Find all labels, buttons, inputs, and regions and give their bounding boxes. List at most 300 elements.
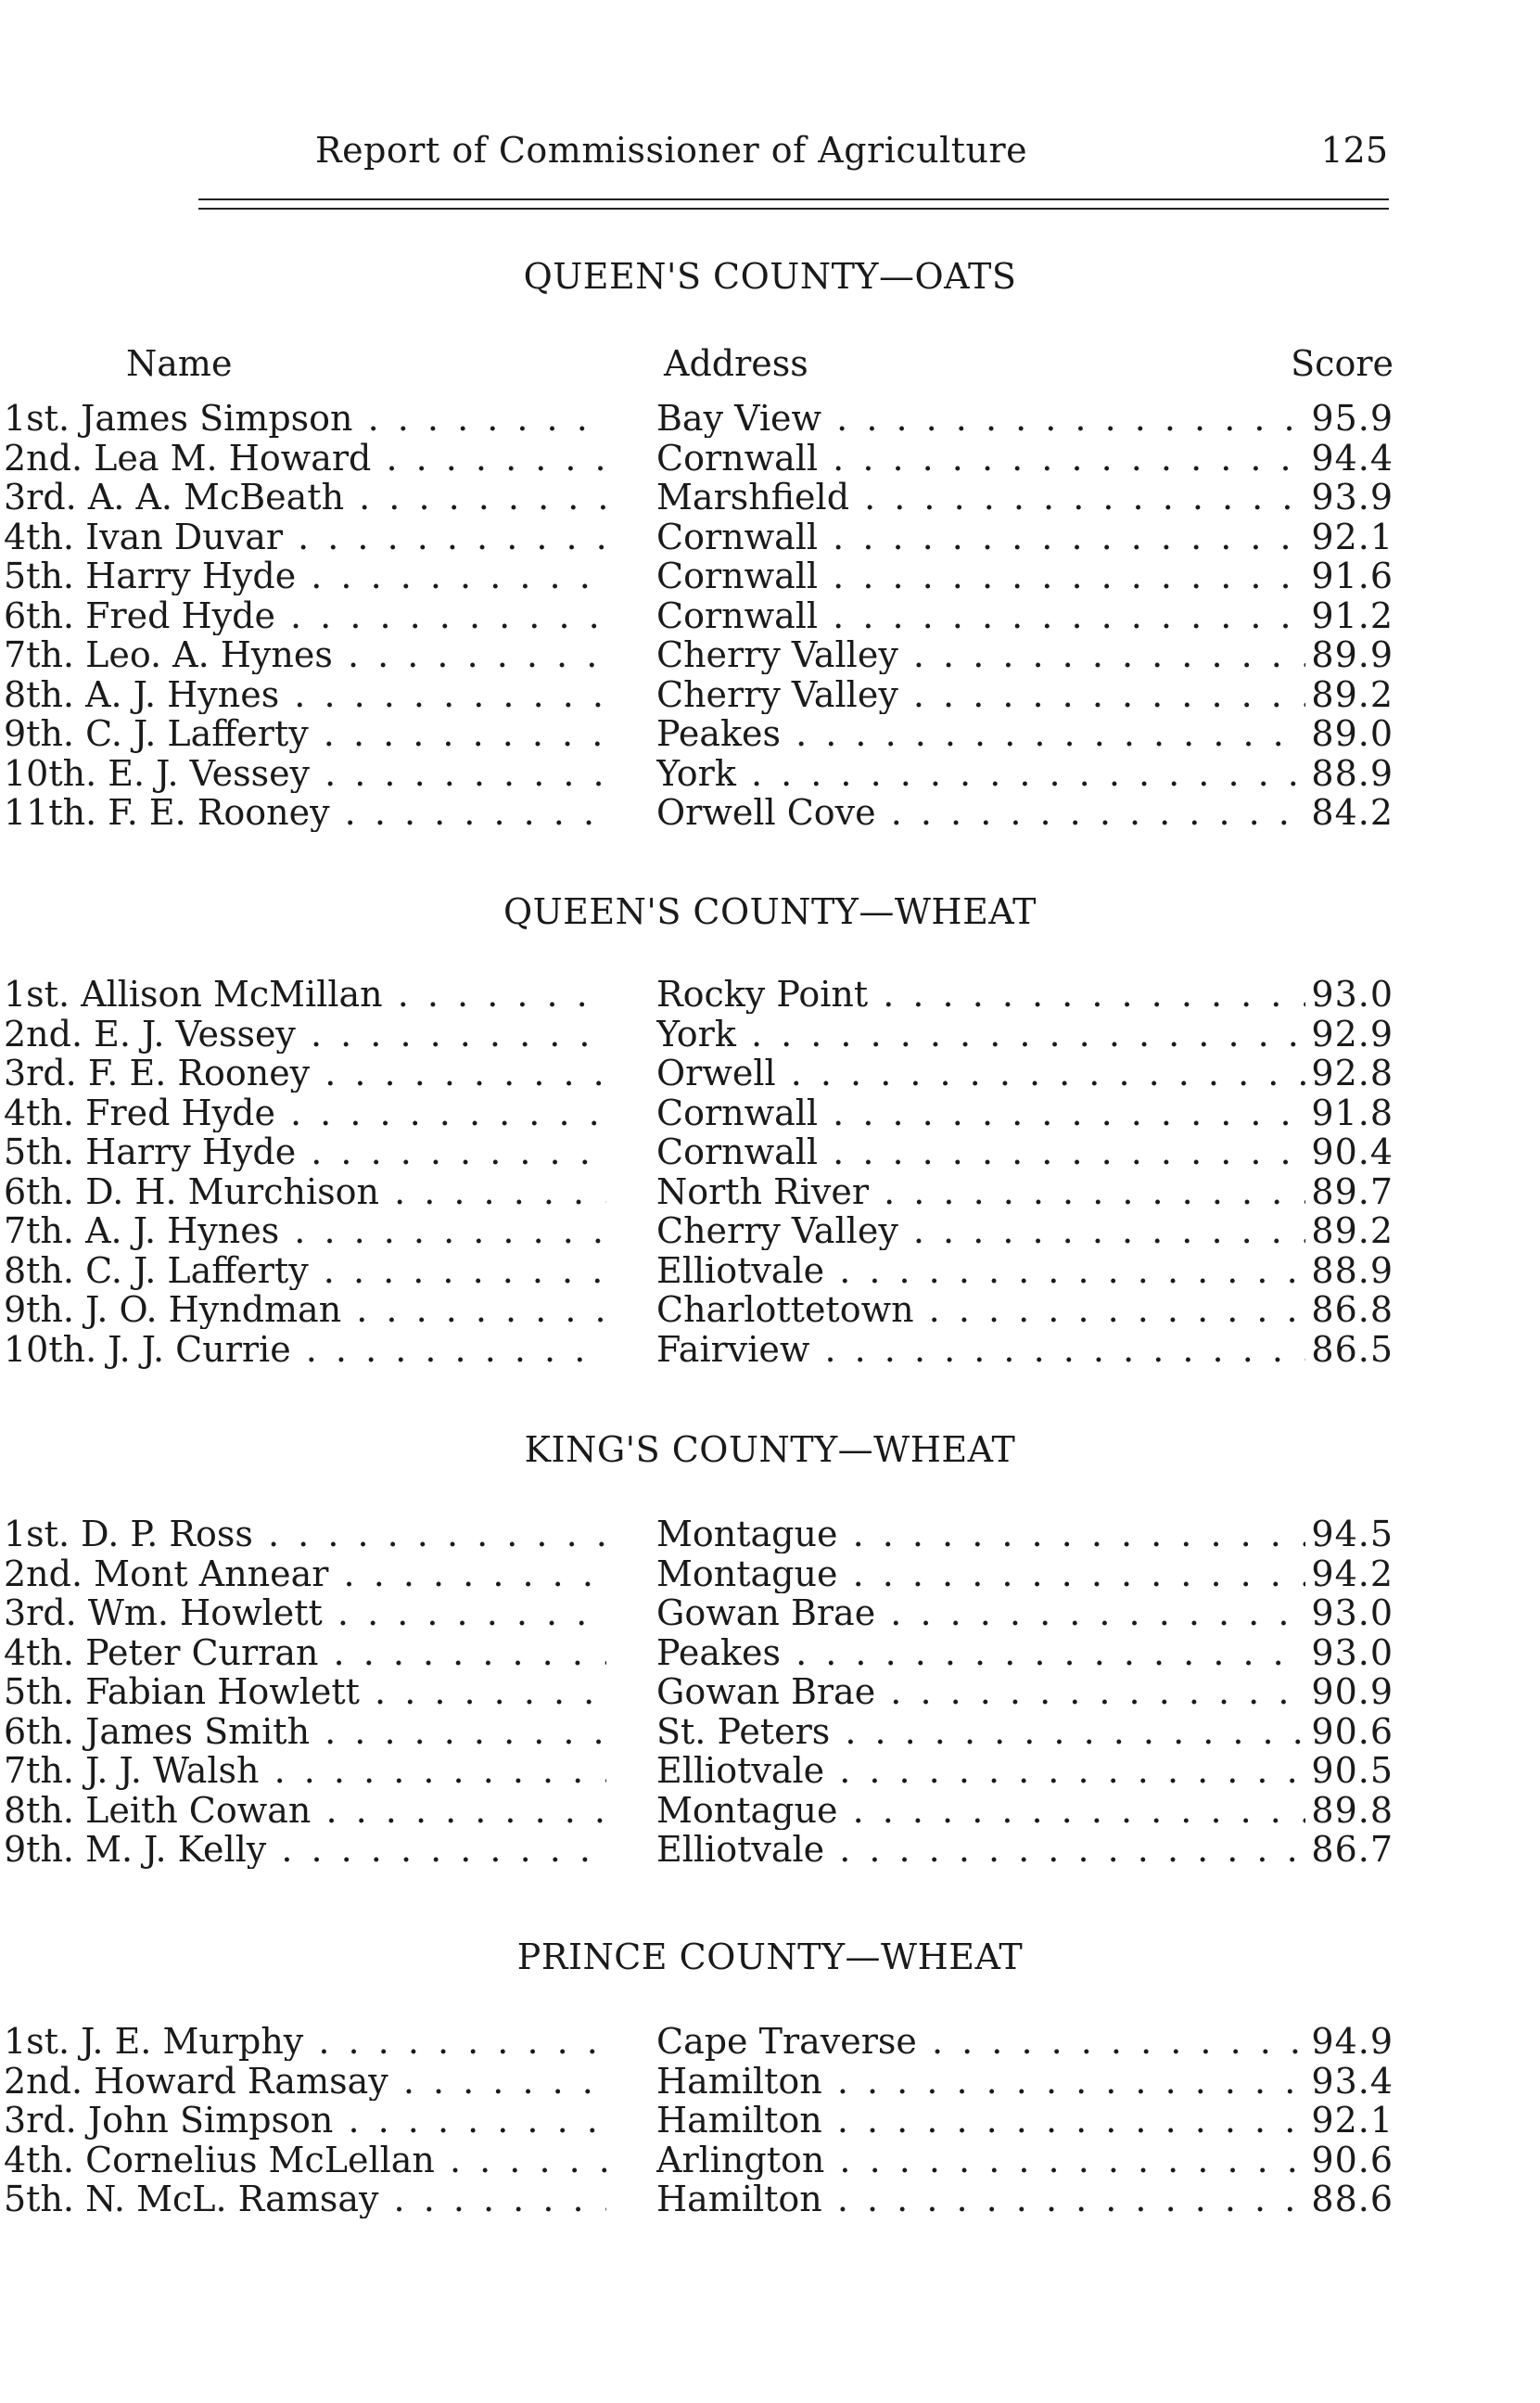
result-row: [0, 478, 1540, 517]
result-row: [0, 1290, 1540, 1329]
address-cell: [656, 2141, 1305, 2179]
dot-leader: [837, 1515, 1305, 1553]
entrant-address: Montague: [656, 1515, 838, 1553]
rank-label: 6th.: [4, 595, 74, 635]
dot-leader: [917, 2022, 1305, 2061]
address-cell: [656, 1672, 1305, 1711]
dot-leader: [371, 439, 606, 478]
entrant-address: Montague: [656, 1553, 838, 1593]
rank-label: 7th.: [4, 635, 74, 674]
address-cell: [656, 754, 1305, 793]
score-value: 94.2: [1311, 1553, 1394, 1594]
dot-leader: [914, 1290, 1305, 1329]
entrant-cell: [4, 793, 606, 832]
entrant-cell: [4, 1093, 606, 1132]
dot-leader: [311, 1791, 606, 1830]
address-cell: [656, 2022, 1305, 2061]
entrant-address: Gowan Brae: [656, 1672, 876, 1711]
result-row: [0, 1515, 1540, 1553]
dot-leader: [869, 1172, 1305, 1211]
entrant-name: A. J. Hynes: [85, 674, 280, 714]
dot-leader: [344, 478, 606, 517]
entrant-name: E. J. Vessey: [108, 753, 311, 793]
column-header-name: Name: [126, 343, 233, 384]
result-row: [0, 2141, 1540, 2179]
entrant-name: F. E. Rooney: [108, 793, 330, 832]
entrant-name: D. P. Ross: [81, 1515, 253, 1553]
result-row: [0, 2022, 1540, 2061]
score-value: 88.9: [1311, 752, 1394, 794]
address-cell: [656, 439, 1305, 478]
dot-leader: [309, 1251, 606, 1290]
entrant-name: F. E. Rooney: [87, 1054, 311, 1093]
dot-leader: [875, 1593, 1305, 1632]
entrant-cell: [4, 1830, 606, 1869]
result-row: [0, 1330, 1540, 1369]
dot-leader: [323, 1593, 606, 1632]
rank-label: 5th.: [4, 2179, 74, 2218]
result-row: [0, 2179, 1540, 2218]
dot-leader: [818, 596, 1305, 635]
score-value: 89.2: [1311, 673, 1394, 715]
score-value: 89.8: [1311, 1789, 1394, 1831]
rank-label: 8th.: [4, 1250, 74, 1290]
result-row: [0, 556, 1540, 595]
dot-leader: [353, 399, 606, 438]
score-value: 93.0: [1311, 1592, 1394, 1633]
entrant-cell: [4, 2062, 606, 2101]
entrant-address: Elliotvale: [656, 1830, 825, 1869]
entrant-cell: [4, 2141, 606, 2179]
dot-leader: [818, 439, 1305, 478]
entrant-cell: [4, 1515, 606, 1553]
result-row: [0, 714, 1540, 753]
entrant-name: Fred Hyde: [85, 1093, 275, 1132]
address-cell: [656, 1712, 1305, 1751]
address-cell: [656, 1132, 1305, 1171]
dot-leader: [781, 714, 1305, 753]
entrant-cell: [4, 1712, 606, 1751]
header-rule-bottom: [198, 208, 1389, 210]
result-row: [0, 399, 1540, 438]
result-row: [0, 635, 1540, 674]
address-cell: [656, 1791, 1305, 1830]
dot-leader: [822, 2062, 1305, 2101]
address-cell: [656, 1830, 1305, 1869]
dot-leader: [360, 1672, 606, 1711]
address-cell: [656, 1751, 1305, 1790]
entrant-cell: [4, 1633, 606, 1672]
entrant-address: York: [656, 753, 736, 793]
score-value: 94.9: [1311, 2021, 1394, 2062]
rank-label: 4th.: [4, 517, 74, 556]
entrant-cell: [4, 1751, 606, 1790]
dot-leader: [328, 1554, 606, 1593]
dot-leader: [310, 1054, 606, 1093]
entrant-name: Ivan Duvar: [85, 517, 284, 556]
entrant-address: Hamilton: [656, 2101, 822, 2140]
result-row: [0, 1015, 1540, 1054]
entrant-cell: [4, 1054, 606, 1093]
entrant-address: Cornwall: [656, 517, 819, 556]
result-row: [0, 1751, 1540, 1790]
rank-label: 10th.: [4, 753, 97, 793]
dot-leader: [876, 793, 1305, 832]
rank-label: 1st.: [4, 975, 70, 1014]
rank-label: 2nd.: [4, 1014, 83, 1054]
entrant-address: Elliotvale: [656, 1250, 825, 1290]
entrant-cell: [4, 714, 606, 753]
address-cell: [656, 635, 1305, 674]
entrant-name: C. J. Lafferty: [85, 1250, 309, 1290]
entrant-name: Leo. A. Hynes: [85, 635, 333, 674]
score-value: 90.5: [1311, 1750, 1394, 1791]
dot-leader: [283, 518, 606, 556]
entrant-name: Peter Curran: [85, 1632, 319, 1672]
dot-leader: [818, 518, 1305, 556]
dot-leader: [776, 1054, 1305, 1093]
entrant-name: Fabian Howlett: [85, 1672, 360, 1711]
dot-leader: [435, 2141, 606, 2179]
address-cell: [656, 714, 1305, 753]
result-row: [0, 439, 1540, 478]
entrant-address: Fairview: [656, 1329, 810, 1369]
rank-label: 2nd.: [4, 2061, 83, 2101]
dot-leader: [318, 1633, 606, 1672]
score-value: 93.4: [1311, 2060, 1394, 2102]
entrant-cell: [4, 399, 606, 438]
score-value: 90.6: [1311, 2139, 1394, 2180]
rank-label: 9th.: [4, 1830, 74, 1869]
entrant-name: A. A. McBeath: [87, 478, 345, 517]
dot-leader: [253, 1515, 606, 1553]
entrant-address: Cornwall: [656, 438, 819, 478]
dot-leader: [830, 1712, 1305, 1751]
dot-leader: [275, 596, 606, 635]
entrant-address: Cherry Valley: [656, 674, 898, 714]
entrant-name: John Simpson: [87, 2101, 334, 2140]
dot-leader: [266, 1830, 606, 1869]
entrant-cell: [4, 2022, 606, 2061]
address-cell: [656, 596, 1305, 635]
rank-label: 11th.: [4, 793, 97, 832]
score-value: 88.9: [1311, 1249, 1394, 1291]
dot-leader: [821, 399, 1305, 438]
entrant-address: Marshfield: [656, 478, 850, 517]
score-value: 94.4: [1311, 437, 1394, 479]
rank-label: 9th.: [4, 1290, 74, 1329]
score-value: 90.6: [1311, 1710, 1394, 1752]
score-value: 92.1: [1311, 516, 1394, 557]
address-cell: [656, 1093, 1305, 1132]
address-cell: [656, 1554, 1305, 1593]
address-cell: [656, 518, 1305, 556]
dot-leader: [296, 1132, 606, 1171]
result-row: [0, 1712, 1540, 1751]
score-value: 92.8: [1311, 1053, 1394, 1093]
rank-label: 3rd.: [4, 1593, 77, 1632]
address-cell: [656, 1054, 1305, 1093]
dot-leader: [275, 1093, 606, 1132]
section-title: QUEEN'S COUNTY—WHEAT: [503, 891, 1037, 932]
column-header-score: Score: [1291, 343, 1394, 384]
address-cell: [656, 1330, 1305, 1369]
score-value: 89.2: [1311, 1210, 1394, 1251]
result-row: [0, 1830, 1540, 1869]
entrant-name: E. J. Vessey: [94, 1014, 296, 1054]
dot-leader: [736, 754, 1305, 793]
entrant-cell: [4, 2179, 606, 2218]
address-cell: [656, 478, 1305, 517]
rank-label: 6th.: [4, 1711, 74, 1751]
entrant-name: A. J. Hynes: [85, 1211, 280, 1250]
rank-label: 4th.: [4, 1632, 74, 1672]
entrant-name: D. H. Murchison: [85, 1171, 379, 1211]
entrant-address: Gowan Brae: [656, 1593, 876, 1632]
dot-leader: [383, 975, 606, 1014]
entrant-name: Allison McMillan: [81, 975, 383, 1014]
rank-label: 5th.: [4, 1132, 74, 1171]
result-row: [0, 1633, 1540, 1672]
entrant-cell: [4, 439, 606, 478]
score-value: 88.6: [1311, 2179, 1394, 2219]
entrant-cell: [4, 1015, 606, 1054]
address-cell: [656, 1015, 1305, 1054]
entrant-address: Bay View: [656, 399, 822, 438]
address-cell: [656, 1633, 1305, 1672]
entrant-cell: [4, 478, 606, 517]
section-title: PRINCE COUNTY—WHEAT: [516, 1936, 1024, 1977]
address-cell: [656, 1593, 1305, 1632]
running-header: [0, 130, 1540, 185]
entrant-address: Orwell Cove: [656, 793, 876, 832]
entrant-cell: [4, 1211, 606, 1250]
score-value: 86.7: [1311, 1829, 1394, 1870]
entrant-address: Charlottetown: [656, 1290, 914, 1329]
result-row: [0, 1791, 1540, 1830]
result-row: [0, 2101, 1540, 2140]
result-row: [0, 1132, 1540, 1171]
result-row: [0, 1672, 1540, 1711]
dot-leader: [279, 675, 606, 714]
entrant-address: Rocky Point: [656, 975, 869, 1014]
dot-leader: [378, 2179, 606, 2218]
rank-label: 2nd.: [4, 438, 83, 478]
dot-leader: [824, 2141, 1305, 2179]
entrant-name: J. J. Currie: [108, 1329, 291, 1369]
entrant-address: Cape Traverse: [656, 2022, 917, 2061]
entrant-address: North River: [656, 1171, 870, 1211]
dot-leader: [822, 2179, 1305, 2218]
score-value: 93.0: [1311, 974, 1394, 1015]
rank-label: 6th.: [4, 1171, 74, 1211]
score-value: 89.9: [1311, 634, 1394, 675]
entrant-name: Howard Ramsay: [94, 2061, 388, 2101]
entrant-cell: [4, 596, 606, 635]
rank-label: 5th.: [4, 1672, 74, 1711]
dot-leader: [837, 1554, 1305, 1593]
dot-leader: [898, 1211, 1305, 1250]
entrant-name: Mont Annear: [94, 1553, 329, 1593]
score-value: 90.9: [1311, 1671, 1394, 1712]
running-title: Report of Commissioner of Agriculture: [315, 130, 1028, 171]
section-title: KING'S COUNTY—WHEAT: [524, 1429, 1016, 1470]
entrant-address: Peakes: [656, 714, 782, 753]
rank-label: 3rd.: [4, 478, 77, 517]
entrant-address: Hamilton: [656, 2061, 822, 2101]
address-cell: [656, 1172, 1305, 1211]
address-cell: [656, 1290, 1305, 1329]
entrant-name: Lea M. Howard: [94, 438, 372, 478]
column-headers: [0, 343, 1540, 390]
entrant-address: Arlington: [656, 2140, 825, 2179]
rank-label: 10th.: [4, 1329, 97, 1369]
dot-leader: [333, 2101, 606, 2140]
dot-leader: [818, 1132, 1305, 1171]
entrant-cell: [4, 754, 606, 793]
result-row: [0, 1554, 1540, 1593]
entrant-cell: [4, 1251, 606, 1290]
entrant-address: Cherry Valley: [656, 635, 898, 674]
dot-leader: [296, 1015, 606, 1054]
dot-leader: [260, 1751, 606, 1790]
entrant-cell: [4, 635, 606, 674]
result-row: [0, 1093, 1540, 1132]
dot-leader: [310, 754, 606, 793]
entrant-address: Montague: [656, 1790, 838, 1830]
rank-label: 8th.: [4, 1790, 74, 1830]
score-value: 90.4: [1311, 1131, 1394, 1172]
address-cell: [656, 2062, 1305, 2101]
rank-label: 4th.: [4, 1093, 74, 1132]
result-row: [0, 2062, 1540, 2101]
entrant-cell: [4, 518, 606, 556]
entrant-name: C. J. Lafferty: [85, 714, 309, 753]
entrant-name: M. J. Kelly: [85, 1830, 267, 1869]
dot-leader: [341, 1290, 606, 1329]
rank-label: 4th.: [4, 2140, 74, 2179]
entrant-name: Harry Hyde: [85, 556, 297, 595]
rank-label: 5th.: [4, 556, 74, 595]
rank-label: 9th.: [4, 714, 74, 753]
dot-leader: [310, 1712, 606, 1751]
result-row: [0, 1172, 1540, 1211]
dot-leader: [736, 1015, 1305, 1054]
rank-label: 7th.: [4, 1211, 74, 1250]
address-cell: [656, 2101, 1305, 2140]
dot-leader: [875, 1672, 1305, 1711]
score-value: 89.7: [1311, 1170, 1394, 1212]
rank-label: 1st.: [4, 399, 70, 438]
rank-label: 7th.: [4, 1751, 74, 1790]
entrant-name: Harry Hyde: [85, 1132, 297, 1171]
dot-leader: [379, 1172, 606, 1211]
dot-leader: [818, 556, 1305, 595]
entrant-cell: [4, 1132, 606, 1171]
rank-label: 3rd.: [4, 2101, 77, 2140]
entrant-address: Cornwall: [656, 556, 819, 595]
entrant-address: Cherry Valley: [656, 1211, 898, 1250]
entrant-cell: [4, 1672, 606, 1711]
rank-label: 1st.: [4, 2022, 70, 2061]
entrant-name: J. J. Walsh: [85, 1751, 260, 1790]
score-value: 95.9: [1311, 398, 1394, 439]
dot-leader: [781, 1633, 1305, 1672]
dot-leader: [291, 1330, 606, 1369]
address-cell: [656, 1515, 1305, 1553]
entrant-cell: [4, 675, 606, 714]
dot-leader: [824, 1830, 1305, 1869]
entrant-name: Cornelius McLellan: [85, 2140, 435, 2179]
dot-leader: [809, 1330, 1305, 1369]
dot-leader: [822, 2101, 1305, 2140]
page-number: 125: [1320, 130, 1388, 171]
score-value: 93.0: [1311, 1631, 1394, 1673]
score-value: 86.8: [1311, 1289, 1394, 1330]
entrant-cell: [4, 556, 606, 595]
entrant-address: Peakes: [656, 1632, 782, 1672]
entrant-name: N. McL. Ramsay: [85, 2179, 379, 2218]
dot-leader: [388, 2062, 606, 2101]
entrant-cell: [4, 1593, 606, 1632]
dot-leader: [837, 1791, 1305, 1830]
entrant-cell: [4, 1554, 606, 1593]
dot-leader: [898, 635, 1305, 674]
entrant-address: Cornwall: [656, 1093, 819, 1132]
score-value: 92.1: [1311, 2100, 1394, 2141]
dot-leader: [824, 1251, 1305, 1290]
result-row: [0, 754, 1540, 793]
entrant-name: James Simpson: [81, 399, 353, 438]
score-value: 89.0: [1311, 713, 1394, 754]
result-row: [0, 1593, 1540, 1632]
entrant-address: York: [656, 1014, 736, 1054]
dot-leader: [824, 1751, 1305, 1790]
result-row: [0, 1211, 1540, 1250]
rank-label: 8th.: [4, 674, 74, 714]
result-row: [0, 1251, 1540, 1290]
score-value: 93.9: [1311, 477, 1394, 518]
entrant-name: Fred Hyde: [85, 595, 275, 635]
address-cell: [656, 1211, 1305, 1250]
score-value: 92.9: [1311, 1013, 1394, 1055]
score-value: 86.5: [1311, 1328, 1394, 1370]
score-value: 94.5: [1311, 1514, 1394, 1554]
entrant-address: St. Peters: [656, 1711, 831, 1751]
entrant-name: Wm. Howlett: [87, 1593, 323, 1632]
entrant-name: J. E. Murphy: [81, 2022, 304, 2061]
dot-leader: [849, 478, 1305, 517]
section-title: QUEEN'S COUNTY—OATS: [523, 256, 1017, 297]
address-cell: [656, 675, 1305, 714]
address-cell: [656, 793, 1305, 832]
entrant-cell: [4, 1791, 606, 1830]
result-row: [0, 793, 1540, 832]
result-row: [0, 675, 1540, 714]
entrant-name: J. O. Hyndman: [85, 1290, 342, 1329]
entrant-name: James Smith: [85, 1711, 311, 1751]
dot-leader: [868, 975, 1305, 1014]
score-value: 91.2: [1311, 594, 1394, 636]
score-value: 91.6: [1311, 556, 1394, 596]
entrant-address: Cornwall: [656, 595, 819, 635]
dot-leader: [279, 1211, 606, 1250]
column-header-address: Address: [664, 343, 808, 384]
score-value: 91.8: [1311, 1092, 1394, 1133]
result-row: [0, 1054, 1540, 1093]
result-row: [0, 596, 1540, 635]
address-cell: [656, 556, 1305, 595]
